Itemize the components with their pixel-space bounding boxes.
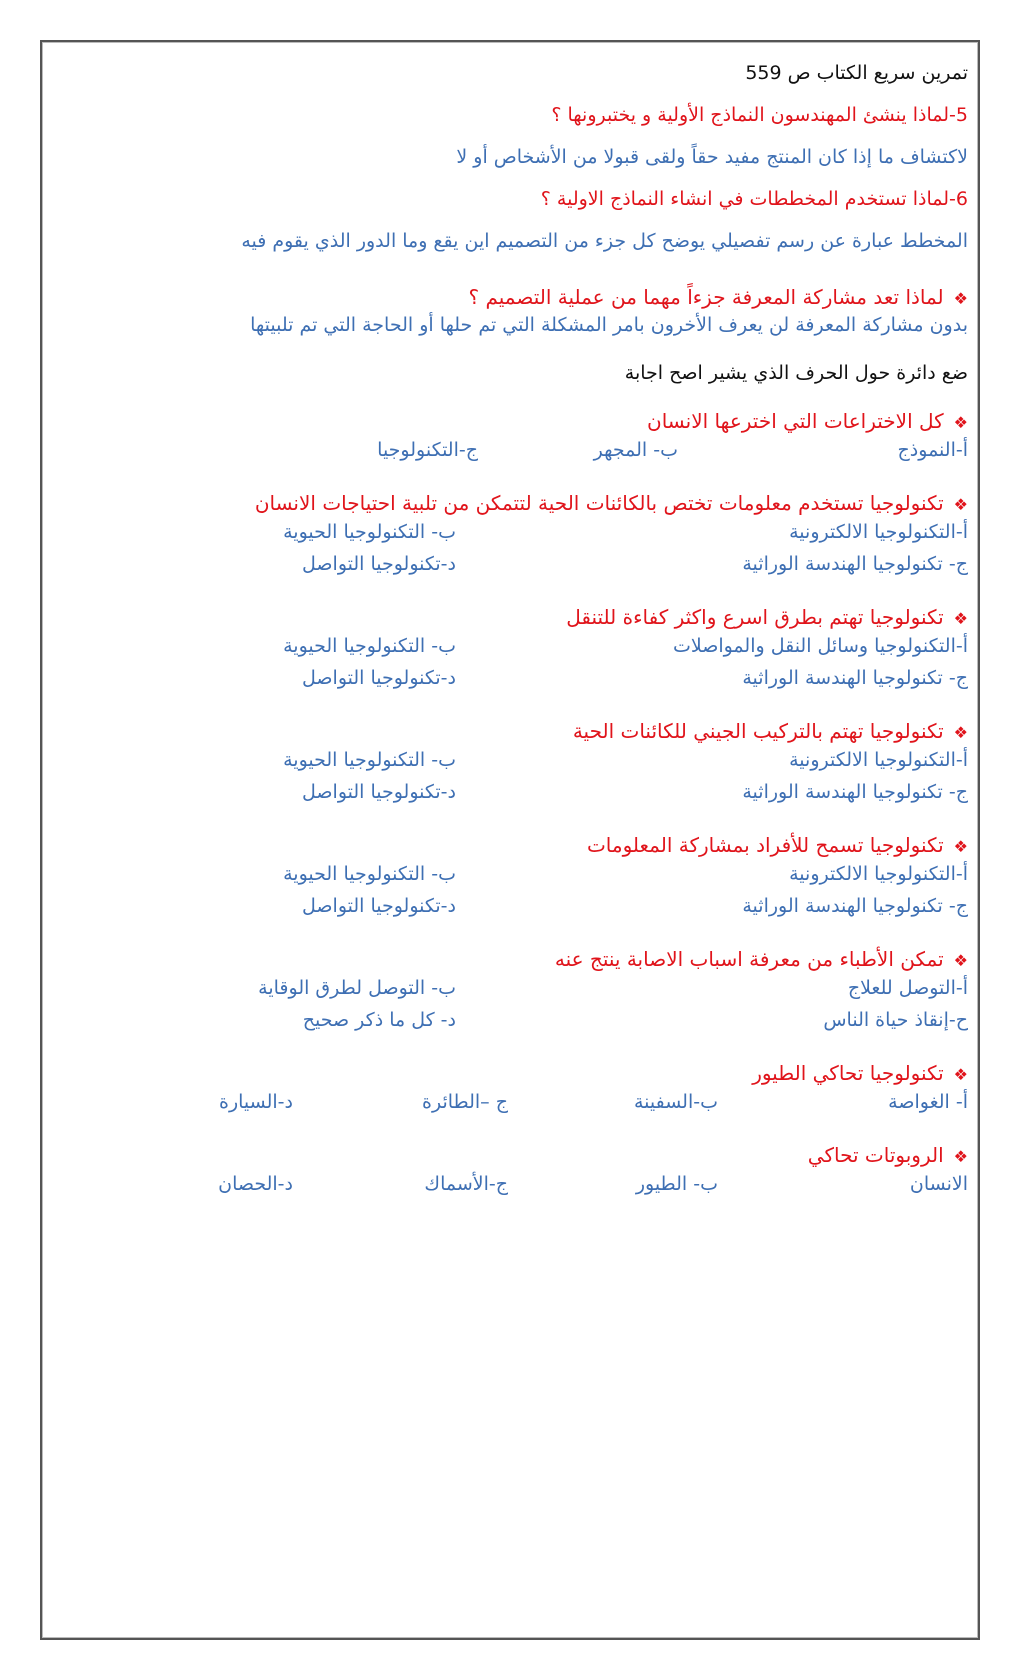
mcq-5-option-a[interactable]: أ-التكنولوجيا الالكترونية — [789, 863, 968, 885]
instruction: ضع دائرة حول الحرف الذي يشير اصح اجابة — [624, 362, 968, 384]
exercise-title: تمرين سريع الكتاب ص 559 — [745, 62, 968, 84]
mcq-3-option-b[interactable]: ب- التكنولوجيا الحيوية — [283, 635, 456, 657]
bullet-icon: ❖ — [953, 1147, 968, 1166]
mcq-7-option-c[interactable]: ج –الطائرة — [422, 1091, 508, 1113]
mcq-6-option-a[interactable]: أ-التوصل للعلاج — [847, 977, 968, 999]
mcq-5-option-c[interactable]: ج- تكنولوجيا الهندسة الوراثية — [742, 895, 968, 917]
question-text: كل الاختراعات التي اخترعها الانسان — [647, 409, 944, 433]
mcq-6-options-row-2 — [84, 1006, 968, 1038]
mcq-1-options-row — [84, 436, 968, 468]
mcq-6-options-row-1 — [84, 974, 968, 1006]
mcq-2-option-a[interactable]: أ-التكنولوجيا الالكترونية — [789, 521, 968, 543]
bullet-icon: ❖ — [953, 837, 968, 856]
mcq-8-option-b[interactable]: ب- الطيور — [635, 1173, 718, 1195]
mcq-3-options-row-1 — [84, 632, 968, 664]
mcq-8-options-row — [84, 1170, 968, 1202]
bullet-icon: ❖ — [953, 495, 968, 514]
mcq-8-option-a[interactable]: الانسان — [909, 1173, 968, 1195]
mcq-5-options-row-2 — [84, 892, 968, 924]
question-text: لماذا تعد مشاركة المعرفة جزءاً مهما من عملية التصميم ؟ — [468, 285, 944, 309]
mcq-7-question — [84, 1060, 968, 1088]
question-text: تكنولوجيا تهتم بالتركيب الجيني للكائنات الحية — [572, 719, 944, 743]
mcq-2-option-d[interactable]: د-تكنولوجيا التواصل — [302, 553, 456, 575]
mcq-8-question — [84, 1142, 968, 1170]
question-text: تكنولوجيا تسمح للأفراد بمشاركة المعلومات — [586, 833, 944, 857]
question-text: الروبوتات تحاكي — [807, 1143, 944, 1167]
question-knowledge-sharing — [84, 284, 968, 312]
question-text: تمكن الأطباء من معرفة اسباب الاصابة ينتج عنه — [554, 947, 944, 971]
question-5: 5-لماذا ينشئ المهندسون النماذج الأولية و يختبرونها ؟ — [551, 104, 968, 126]
mcq-6-question — [84, 946, 968, 974]
mcq-1-option-a[interactable]: أ-النموذج — [897, 439, 968, 461]
bullet-icon: ❖ — [953, 723, 968, 742]
bullet-icon: ❖ — [953, 413, 968, 432]
mcq-6-option-c[interactable]: ح-إنقاذ حياة الناس — [823, 1009, 968, 1031]
bullet-icon: ❖ — [953, 289, 968, 308]
mcq-4-option-d[interactable]: د-تكنولوجيا التواصل — [302, 781, 456, 803]
mcq-6-option-b[interactable]: ب- التوصل لطرق الوقاية — [258, 977, 456, 999]
mcq-8-option-d[interactable]: د-الحصان — [218, 1173, 293, 1195]
mcq-2-options-row-1 — [84, 518, 968, 550]
question-6: 6-لماذا تستخدم المخططات في انشاء النماذج الاولية ؟ — [540, 188, 968, 210]
mcq-5-option-d[interactable]: د-تكنولوجيا التواصل — [302, 895, 456, 917]
answer-5: لاكتشاف ما إذا كان المنتج مفيد حقاً ولقى قبولا من الأشخاص أو لا — [456, 146, 968, 168]
mcq-1-option-c[interactable]: ج-التكنولوجيا — [377, 439, 478, 461]
mcq-2-question — [84, 490, 968, 518]
mcq-6-option-d[interactable]: د- كل ما ذكر صحيح — [302, 1009, 456, 1031]
mcq-2-option-b[interactable]: ب- التكنولوجيا الحيوية — [283, 521, 456, 543]
mcq-3-options-row-2 — [84, 664, 968, 696]
question-text: تكنولوجيا تستخدم معلومات تختص بالكائنات الحية لتتمكن من تلبية احتياجات الانسان — [254, 491, 944, 515]
mcq-7-option-d[interactable]: د-السيارة — [219, 1091, 293, 1113]
mcq-2-option-c[interactable]: ج- تكنولوجيا الهندسة الوراثية — [742, 553, 968, 575]
mcq-8-option-c[interactable]: ج-الأسماك — [424, 1173, 508, 1195]
mcq-3-option-d[interactable]: د-تكنولوجيا التواصل — [302, 667, 456, 689]
mcq-1-question — [84, 408, 968, 436]
mcq-4-option-b[interactable]: ب- التكنولوجيا الحيوية — [283, 749, 456, 771]
question-text: تكنولوجيا تهتم بطرق اسرع واكثر كفاءة للتنقل — [566, 605, 944, 629]
mcq-3-option-c[interactable]: ج- تكنولوجيا الهندسة الوراثية — [742, 667, 968, 689]
answer-6: المخطط عبارة عن رسم تفصيلي يوضح كل جزء من التصميم اين يقع وما الدور الذي يقوم فيه — [241, 230, 968, 252]
mcq-4-option-a[interactable]: أ-التكنولوجيا الالكترونية — [789, 749, 968, 771]
mcq-4-options-row-1 — [84, 746, 968, 778]
mcq-4-question — [84, 718, 968, 746]
mcq-5-options-row-1 — [84, 860, 968, 892]
mcq-7-option-b[interactable]: ب-السفينة — [633, 1091, 718, 1113]
mcq-3-option-a[interactable]: أ-التكنولوجيا وسائل النقل والمواصلات — [672, 635, 968, 657]
answer-knowledge-sharing: بدون مشاركة المعرفة لن يعرف الأخرون بامر المشكلة التي تم حلها أو الحاجة التي تم تلبيتها — [250, 314, 968, 336]
bullet-icon: ❖ — [953, 1065, 968, 1084]
mcq-5-question — [84, 832, 968, 860]
mcq-3-question — [84, 604, 968, 632]
mcq-2-options-row-2 — [84, 550, 968, 582]
worksheet-content — [84, 60, 968, 1202]
question-text: تكنولوجيا تحاكي الطيور — [752, 1061, 944, 1085]
bullet-icon: ❖ — [953, 609, 968, 628]
mcq-1-option-b[interactable]: ب- المجهر — [593, 439, 678, 461]
mcq-4-options-row-2 — [84, 778, 968, 810]
mcq-7-options-row — [84, 1088, 968, 1120]
mcq-4-option-c[interactable]: ج- تكنولوجيا الهندسة الوراثية — [742, 781, 968, 803]
bullet-icon: ❖ — [953, 951, 968, 970]
mcq-5-option-b[interactable]: ب- التكنولوجيا الحيوية — [283, 863, 456, 885]
mcq-7-option-a[interactable]: أ- الغواصة — [888, 1091, 968, 1113]
